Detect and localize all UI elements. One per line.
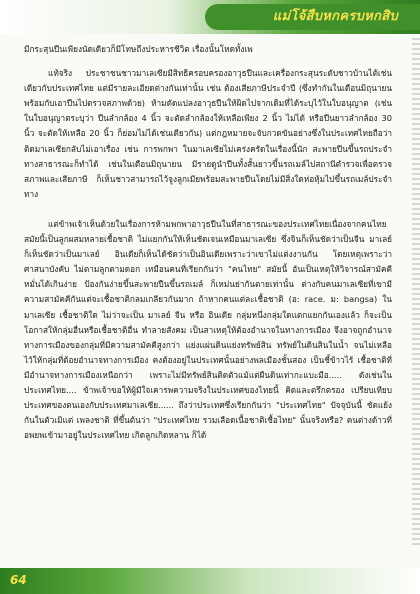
footer-band	[0, 568, 420, 594]
body-paragraph-1: แท้จริง ประชาชนชาวมาเลเซียมีสิทธิครอบครองอาวุธปืนและเครื่องกระสุนระดับชาวบ้านได้เช่นเดียวกับประเทศไทย แต่มีรายละเอียดต่างกันเท่านั้น เช่น ต้องเสียภาษีประจำปี (ซึ่งทำกันในเดือนมิถุนายน พร้อมกับเอาปืนไปตรวจสภาพด้วย) ห้ามดัดแปลงอาวุธปืนให้ผิดไปจากเดิมที่ได้ระบุไว้ในใบอนุญาต (เช่นในใบอนุญาตระบุว่า ปืนลำกล้อง 4 นิ้ว จะตัดลำกล้องให้เหลือเพียง 2 นิ้ว ไม่ได้ หรือปืนยาวลำกล้อง 30 นิ้ว จะตัดให้เหลือ 20 นิ้ว ก็ย่อมไม่ได้เช่นเดียวกัน) แต่กฎหมายจะจับกวดขันอย่างซึ่งในประเทศไทยถือว่าติดมาเลเซียกลับไม่เอาเรื่อง เช่น การพกพา ในมาเลเซียไม่เคร่งครัดในเรื่องนี้นัก สะพายปืนขึ้นรถประจำทางสาธารณะก็ทำได้ เช่นในเดือนมิถุนายน มีรายดูนำปืนทั้งสั้นยาวขึ้นรถเมล์ไปสถานีตำรวจเพื่อตรวจสภาพและเสียภาษี ก็เห็นชาวสามารถไว้จูงลูกเมียพร้อมสะพายปืนโดยไม่มีสิ่งใดห่อหุ้มไปขึ้นรถเมล์ประจำทาง	[24, 68, 392, 199]
body-paragraph-2: แต่ข้าพเจ้าเห็นด้วยในเรื่องการห้ามพกพาอาวุธปืนในที่สาธารณะของประเทศไทยเนื่องจากคนไทยสมัยนี้เป็นลูกผสมหลายเชื้อชาติ ไม่แยกกันให้เห็นชัดเจนเหมือนมาเลเซีย ซึ่งจินก็เห็นชัดว่าเป็นจีน มาเลย์ ก็เห็นชัดว่าเป็นมาเลย์ อินเดียก็เห็นได้ชัดว่าเป็นอินเดียเพราะว่าเขาไม่แต่งงานกัน โดยเหตุเพราะว่า ศาสนาบังคับ ไม่ตามลูกตามดอก เหมือนคนที่เรียกกันว่า "คนไทย" สมัยนี้ อันเป็นเหตุให้วิจารณ์สามัคคี หมั่นได้เกินง่าย ป้องกันง่ายขึ้นสะพายปืนขึ้นรถเมล์ ก็เหม่นย่ากันตายเท่านั้น ต่างกับคนมาเลเซียที่เขามีความสามัคคีกันแต่จะเชื้อชาติกลมเกลียวกันมาก ถ้าหากคนแต่ละเชื้อชาติ (อ: race. ม: bangsa) ในมาเลเซีย เชื้อชาติใด ไม่ว่าจะเป็น มาเลย์ จีน หรือ อินเดีย กลุ่มหนึ่งกลุ่มใดแตกแยกกันเองแล้ว ก็จะเป็นโอกาสให้กลุ่มอื่นหรือเชื้อชาติอื่น ทำลายสังคม เป็นสาเหตุให้ต้องอำนาจในทางการเมือง จึงอาจถูกอำนาจทางการเมืองของกลุ่มที่มีความสามัคคีสูงกว่า แย่งแผ่นดินแย่งทรัพย์สิน ทรัพย์ในดินสินในน้ำ จนไม่เหลือไว้ให้กลุ่มที่ด้อยอำนาจทางการเมือง คงต้องอยู่ในประเทศนั้นอย่างพลเมืองชั้นสอง เป็นชี้ข้าวไร้ เชื้อชาติที่มีอำนาจทางการเมืองเหนือกว่า เพราะไม่มีทรัพย์สินติดตัวแม้แต่ผืนดินเท่ากะแบะมือ..... ดังเช่นในประเทศไทย.... ข้าพเจ้าขอให้ผู้มีใจเคารพความจริงในประเทศของไทยนี้ คิดและตรึกตรอง เปรียบเทียบประเทศของตนเองกับประเทศมาเลเซีย...... ถึงว่าประเทศซึ่งเรียกกันว่า "ประเทศไทย" ปัจจุบันนี้ ชัดแย้งกันในตัวเมิแต่ เพลงชาติ ที่ขึ้นต้นว่า "ประเทศไทย รวมเลือดเนื้อชาติเชื้อไทย" นั้นจริงหรือ? คนต่างด้าวที่อพยพเข้ามาอยู่ในประเทศไทย เกิดลูกเกิดหลาน ก็ได้	[24, 218, 392, 441]
intro-paragraph: มีกระสุนปืนเพียงนัดเดียวก็มีโทษถึงประหารชีวิต เรื่องนั้นโหดทั้งเพ	[24, 44, 253, 54]
article-body	[24, 42, 392, 443]
page-number: 64	[10, 573, 27, 587]
paragraph-gap	[24, 202, 392, 217]
decorative-dotted-margin	[412, 38, 420, 548]
page-header-title: แม่โจ้สืบหกครบหกสิบ	[272, 9, 398, 24]
